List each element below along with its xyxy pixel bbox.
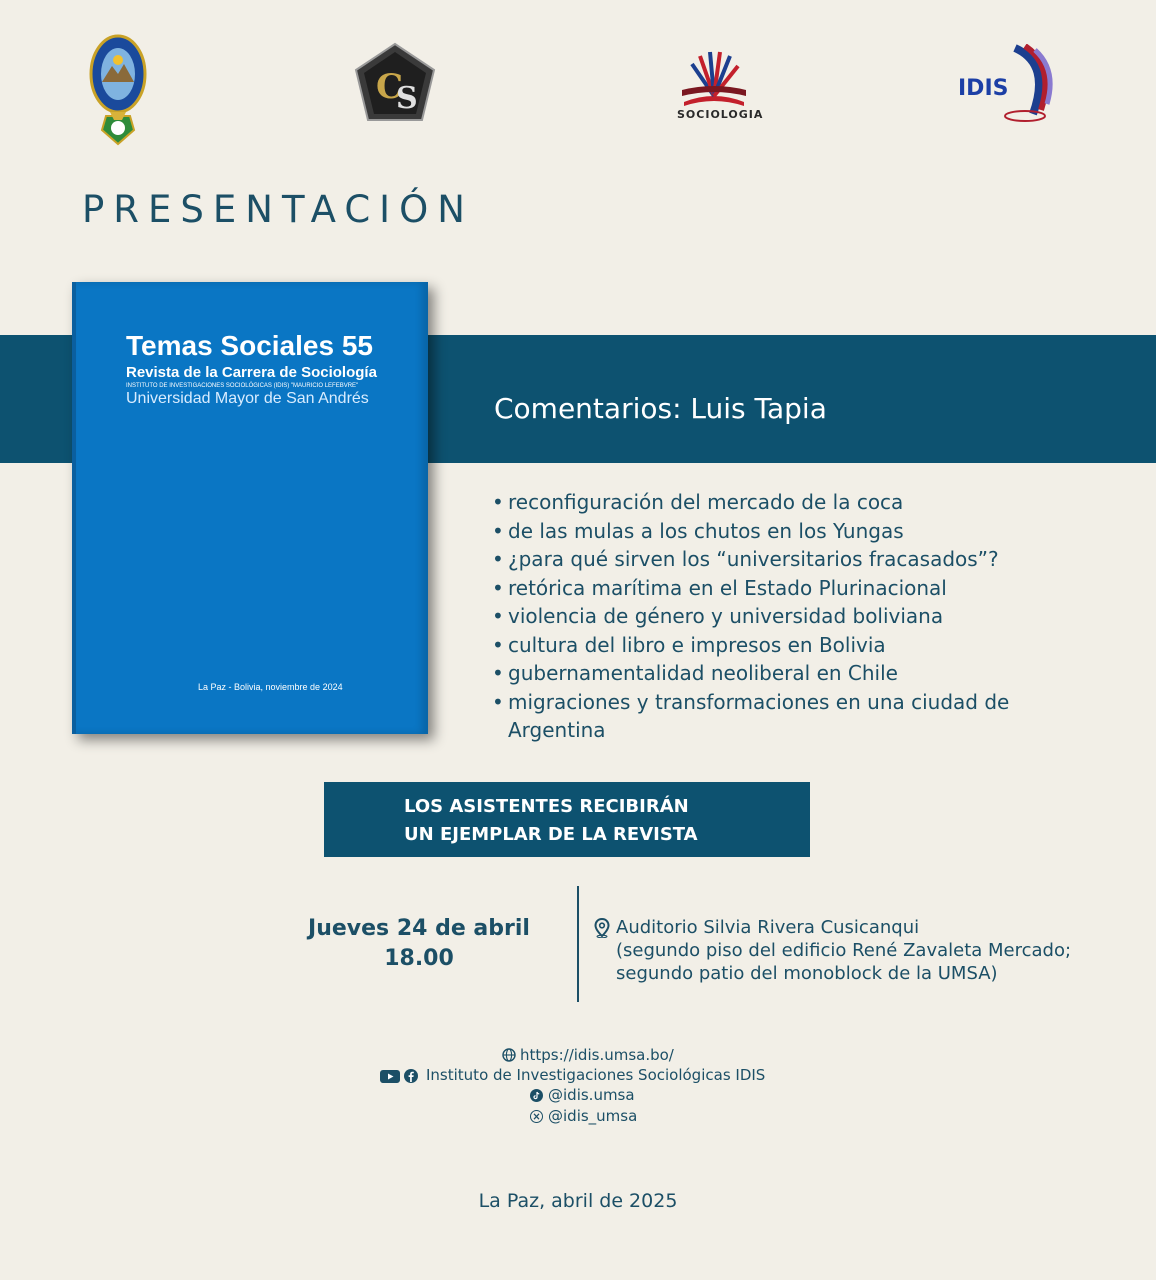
svg-text:S: S <box>396 81 418 116</box>
svg-text:C: C <box>376 67 404 107</box>
website-link[interactable]: https://idis.umsa.bo/ <box>520 1046 674 1064</box>
topic-item: • violencia de género y universidad boliviana <box>492 602 1013 631</box>
notice-line-1: LOS ASISTENTES RECIBIRÁN <box>404 796 689 817</box>
facebook-icon[interactable] <box>404 1069 418 1083</box>
topic-item: • ¿para qué sirven los “universitarios fracasados”? <box>492 545 1013 574</box>
journal-institute: INSTITUTO DE INVESTIGACIONES SOCIOLÓGICAS (IDIS) "MAURICIO LEFEBVRE" <box>126 383 359 389</box>
globe-icon <box>502 1048 516 1062</box>
journal-title: Temas Sociales 55 <box>126 330 373 361</box>
place-and-date: La Paz, abril de 2025 <box>478 1190 678 1212</box>
commentator-text: Comentarios: Luis Tapia <box>494 392 827 425</box>
social-sciences-faculty-logo <box>352 40 438 132</box>
topic-item: • reconfiguración del mercado de la coca <box>492 488 1013 517</box>
event-divider <box>577 886 579 1002</box>
attendee-notice <box>324 782 810 857</box>
event-date: Jueves 24 de abril <box>308 916 530 941</box>
notice-line-2: UN EJEMPLAR DE LA REVISTA <box>404 824 698 845</box>
x-twitter-icon[interactable] <box>530 1110 543 1123</box>
venue-line-3: segundo patio del monoblock de la UMSA) <box>616 963 998 984</box>
event-time: 18.00 <box>384 946 454 971</box>
tiktok-icon[interactable] <box>530 1089 543 1102</box>
x-link[interactable]: @idis_umsa <box>548 1107 638 1125</box>
topic-item: • migraciones y transformaciones en una ciudad de Argentina <box>492 688 1013 745</box>
facebook-link[interactable]: Instituto de Investigaciones Sociológicas IDIS <box>426 1066 766 1084</box>
idis-logo-text: IDIS <box>958 76 1009 101</box>
journal-university: Universidad Mayor de San Andrés <box>126 390 369 407</box>
topic-item: • retórica marítima en el Estado Plurinacional <box>492 574 1013 603</box>
venue-line-2: (segundo piso del edificio René Zavaleta Mercado; <box>616 940 1072 961</box>
event-venue <box>616 916 1071 985</box>
topic-item: • cultura del libro e impresos en Bolivia <box>492 631 1013 660</box>
journal-cover <box>72 282 428 734</box>
topics-list <box>492 488 1013 745</box>
journal-footer: La Paz - Bolivia, noviembre de 2024 <box>198 682 343 692</box>
youtube-icon[interactable] <box>380 1070 400 1083</box>
topic-item: • gubernamentalidad neoliberal en Chile <box>492 659 1013 688</box>
tiktok-link[interactable]: @idis.umsa <box>548 1086 635 1104</box>
page-title: PRESENTACIÓN <box>82 188 474 231</box>
journal-subtitle: Revista de la Carrera de Sociología <box>126 364 377 381</box>
topic-item: • de las mulas a los chutos en los Yungas <box>492 517 1013 546</box>
venue-line-1: Auditorio Silvia Rivera Cusicanqui <box>616 917 920 938</box>
sociologia-logo-text: SOCIOLOGIA <box>677 108 764 121</box>
location-pin-icon <box>594 918 610 938</box>
umsa-seal-logo <box>88 34 148 146</box>
